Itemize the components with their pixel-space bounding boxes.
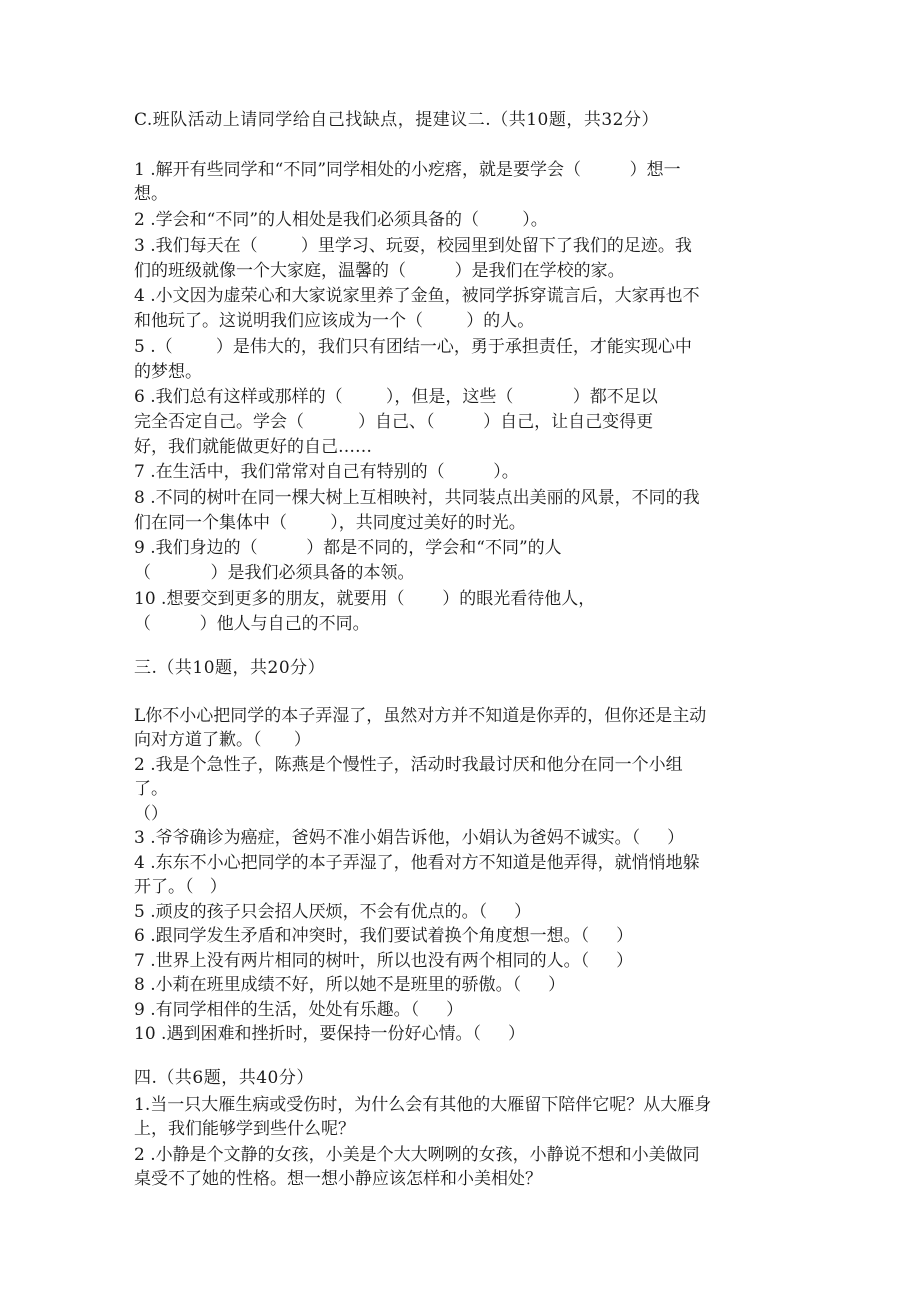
question-line: 9 .有同学相伴的生活，处处有乐趣。（ ） bbox=[134, 1000, 464, 1020]
question-line: 7 .世界上没有两片相同的树叶，所以也没有两个相同的人。（ ） bbox=[134, 951, 634, 971]
question-line: 完全否定自己。学会（ ）自己、（ ）自己，让自己变得更 bbox=[134, 412, 654, 432]
question-line: 9 .我们身边的（ ）都是不同的，学会和“不同”的人 bbox=[134, 538, 562, 558]
question-line: 8 .小莉在班里成绩不好，所以她不是班里的骄傲。（ ） bbox=[134, 975, 566, 995]
section-4-title: 四.（共6题，共40分） bbox=[134, 1068, 314, 1088]
question-line: 们在同一个集体中（ ），共同度过美好的时光。 bbox=[134, 513, 526, 533]
question-line: 7 .在生活中，我们常常对自己有特别的（ ）。 bbox=[134, 462, 519, 482]
question-line: 5 .顽皮的孩子只会招人厌烦，不会有优点的。（ ） bbox=[134, 902, 532, 922]
question-line: 向对方道了歉。（ ） bbox=[134, 730, 311, 750]
section-2-title: C.班队活动上请同学给自己找缺点，提建议二.（共10题，共32分） bbox=[134, 110, 659, 130]
question-line: 开了。（ ） bbox=[134, 877, 227, 897]
question-line: （） bbox=[134, 804, 168, 824]
question-line: 想。 bbox=[134, 184, 168, 204]
question-line: 桌受不了她的性格。想一想小静应该怎样和小美相处？ bbox=[134, 1169, 542, 1189]
question-line: L你不小心把同学的本子弄湿了，虽然对方并不知道是你弄的，但你还是主动 bbox=[134, 706, 707, 726]
question-line: 好，我们就能做更好的自己…… bbox=[134, 437, 372, 457]
question-line: 6 .跟同学发生矛盾和冲突时，我们要试着换个角度想一想。（ ） bbox=[134, 926, 634, 946]
question-line: 2 .小静是个文静的女孩，小美是个大大咧咧的女孩，小静说不想和小美做同 bbox=[134, 1145, 700, 1165]
question-line: 们的班级就像一个大家庭，温馨的（ ）是我们在学校的家。 bbox=[134, 261, 625, 281]
question-line: 1.当一只大雁生病或受伤时，为什么会有其他的大雁留下陪伴它呢？从大雁身 bbox=[134, 1095, 712, 1115]
question-line: 1 .解开有些同学和“不同”同学相处的小疙瘩，就是要学会（ ）想一 bbox=[134, 160, 681, 180]
question-line: 的梦想。 bbox=[134, 362, 202, 382]
question-line: 4 .小文因为虚荣心和大家说家里养了金鱼，被同学拆穿谎言后，大家再也不 bbox=[134, 286, 700, 306]
question-line: 和他玩了。这说明我们应该成为一个（ ）的人。 bbox=[134, 311, 535, 331]
question-line: 上，我们能够学到些什么呢？ bbox=[134, 1119, 355, 1139]
section-3-title: 三.（共10题，共20分） bbox=[134, 658, 326, 678]
question-line: 2 .我是个急性子，陈燕是个慢性子，活动时我最讨厌和他分在同一个小组 bbox=[134, 755, 683, 775]
question-line: 10 .遇到困难和挫折时，要保持一份好心情。（ ） bbox=[134, 1024, 525, 1044]
question-line: 了。 bbox=[134, 779, 168, 799]
question-line: 3 .我们每天在（ ）里学习、玩耍，校园里到处留下了我们的足迹。我 bbox=[134, 236, 692, 256]
question-line: （ ）他人与自己的不同。 bbox=[134, 614, 370, 634]
question-line: 10 .想要交到更多的朋友，就要用（ ）的眼光看待他人， bbox=[134, 589, 596, 609]
question-line: 2 .学会和“不同”的人相处是我们必须具备的（ ）。 bbox=[134, 210, 548, 230]
question-line: 6 .我们总有这样或那样的（ ），但是，这些（ ）都不足以 bbox=[134, 387, 658, 407]
question-line: 3 .爷爷确诊为癌症，爸妈不准小娟告诉他，小娟认为爸妈不诚实。（ ） bbox=[134, 828, 685, 848]
question-line: 4 .东东不小心把同学的本子弄湿了，他看对方不知道是他弄得，就悄悄地躲 bbox=[134, 853, 700, 873]
question-line: 8 .不同的树叶在同一棵大树上互相映衬，共同装点出美丽的风景，不同的我 bbox=[134, 488, 700, 508]
question-line: 5 .（ ）是伟大的，我们只有团结一心，勇于承担责任，才能实现心中 bbox=[134, 337, 692, 357]
question-line: （ ）是我们必须具备的本领。 bbox=[134, 563, 415, 583]
